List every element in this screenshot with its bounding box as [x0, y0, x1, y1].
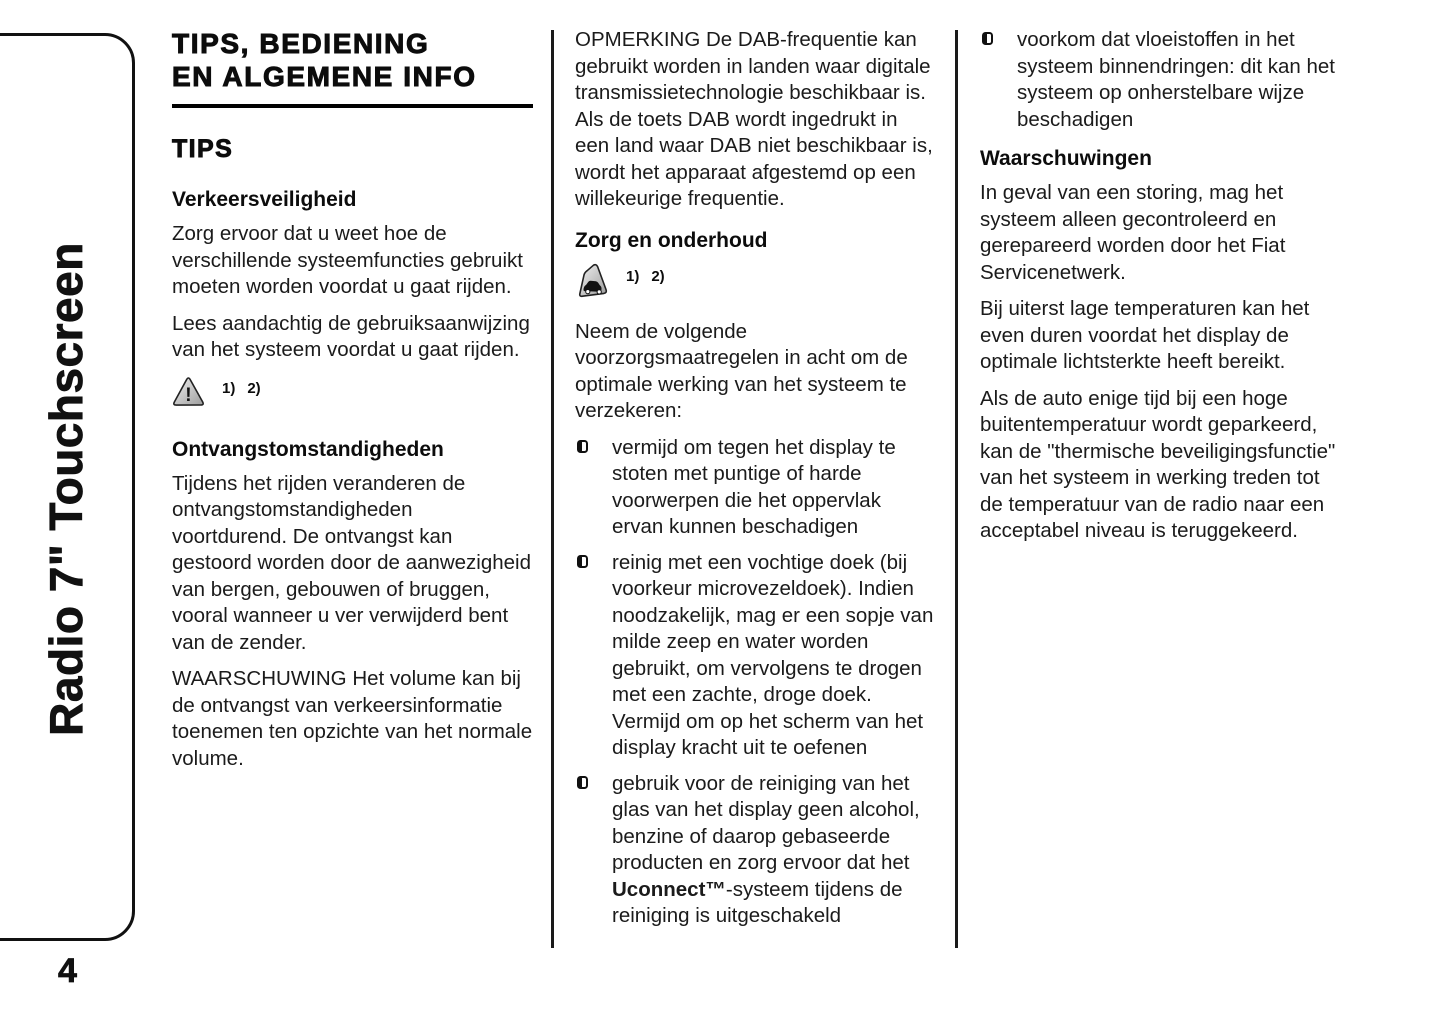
checkbox-bullet-icon: [982, 32, 993, 45]
list-item-text: -systeem tijdens de reiniging is uitgeschakeld: [612, 877, 903, 927]
page-title: [172, 27, 533, 108]
paragraph: WAARSCHUWING Het volume kan bij de ontvangst van verkeersinformatie toenemen ten opzichte van het normale volume.: [172, 667, 533, 770]
list-item: [575, 435, 937, 541]
column-2: [575, 27, 937, 939]
checkbox-bullet-icon: [577, 555, 588, 568]
uconnect-trademark: Uconnect™: [612, 877, 726, 901]
page-number: 4: [58, 952, 77, 990]
list-item-text: voorkom dat vloeistoffen in het systeem binnendringen: dit kan het systeem op onherstelbare wijze beschadigen: [1017, 28, 1335, 131]
subheading-verkeersveiligheid: Verkeersveiligheid: [172, 188, 357, 211]
precautions-list-continued: [980, 27, 1346, 133]
column-3: [980, 27, 1346, 555]
column-divider: [551, 30, 554, 948]
list-item-text: gebruik voor de reiniging van het glas van het display geen alcohol, benzine of daarop gebaseerde producten en zorg ervoor dat het: [612, 771, 920, 874]
list-item-text: reinig met een vochtige doek (bij voorkeur microvezeldoek). Indien noodzakelijk, mag er een sopje van milde zeep en water worden gebruikt, om vervolgens te drogen met een zachte, droge doek. Vermijd om op het scherm van het display kracht uit te oefenen: [612, 550, 934, 759]
svg-text:!: !: [185, 384, 192, 406]
paragraph: Zorg ervoor dat u weet hoe de verschillende systeemfuncties gebruikt moeten worden voordat u gaat rijden.: [172, 222, 523, 298]
car-warning-note-row: [575, 262, 937, 299]
footnote-ref: 2): [247, 379, 261, 397]
paragraph: Neem de volgende voorzorgsmaatregelen in acht om de optimale werking van het systeem te verzekeren:: [575, 319, 908, 422]
paragraph: OPMERKING De DAB-frequentie kan gebruikt worden in landen waar digitale transmissietechnologie beschikbaar is. Als de toets DAB wordt ingedrukt in een land waar DAB niet beschikbaar is, wordt het apparaat afgestemd op een willekeurige frequentie.: [575, 28, 933, 210]
list-item: [575, 771, 937, 930]
column-1: [172, 27, 533, 782]
paragraph: Tijdens het rijden veranderen de ontvangstomstandigheden voortdurend. De ontvangst kan gestoord worden door de aanwezigheid van bergen, gebouwen of bruggen, vooral wanneer u ver verwijderd bent van de zender.: [172, 471, 532, 654]
footnote-ref: 1): [626, 267, 640, 285]
paragraph: In geval van een storing, mag het systeem alleen gecontroleerd en gerepareerd worden door het Fiat Servicenetwerk.: [980, 181, 1286, 284]
paragraph: Als de auto enige tijd bij een hoge buitentemperatuur wordt geparkeerd, kan de "thermische beveiligingsfunctie" van het systeem in werking treden tot de temperatuur van de radio naar een acceptabel niveau is teruggekeerd.: [980, 386, 1336, 542]
paragraph: Lees aandachtig de gebruiksaanwijzing van het systeem voordat u gaat rijden.: [172, 311, 530, 361]
list-item-text: vermijd om tegen het display te stoten met puntige of harde voorwerpen die het oppervlak ervan kunnen beschadigen: [612, 435, 896, 538]
footnote-ref: 2): [651, 267, 665, 285]
subheading-zorg-en-onderhoud: Zorg en onderhoud: [575, 228, 768, 252]
page-title-line2: EN ALGEMENE INFO: [172, 61, 477, 92]
section-heading-tips: TIPS: [172, 135, 234, 163]
precautions-list: [575, 435, 937, 930]
checkbox-bullet-icon: [577, 440, 588, 453]
footnote-ref: 1): [222, 379, 236, 397]
subheading-waarschuwingen: Waarschuwingen: [980, 147, 1152, 170]
checkbox-bullet-icon: [577, 776, 588, 789]
chapter-tab-label: Radio 7" Touchscreen: [40, 242, 92, 736]
page-title-line1: TIPS, BEDIENING: [172, 28, 430, 59]
column-divider: [955, 30, 958, 948]
car-warning-icon: [575, 262, 609, 299]
list-item: [980, 27, 1346, 133]
subheading-ontvangstomstandigheden: Ontvangstomstandigheden: [172, 437, 444, 461]
warning-triangle-icon: [172, 377, 205, 408]
paragraph: Bij uiterst lage temperaturen kan het even duren voordat het display de optimale lichtsterkte heeft bereikt.: [980, 297, 1310, 373]
list-item: [575, 550, 937, 762]
warning-note-row: [172, 377, 533, 408]
